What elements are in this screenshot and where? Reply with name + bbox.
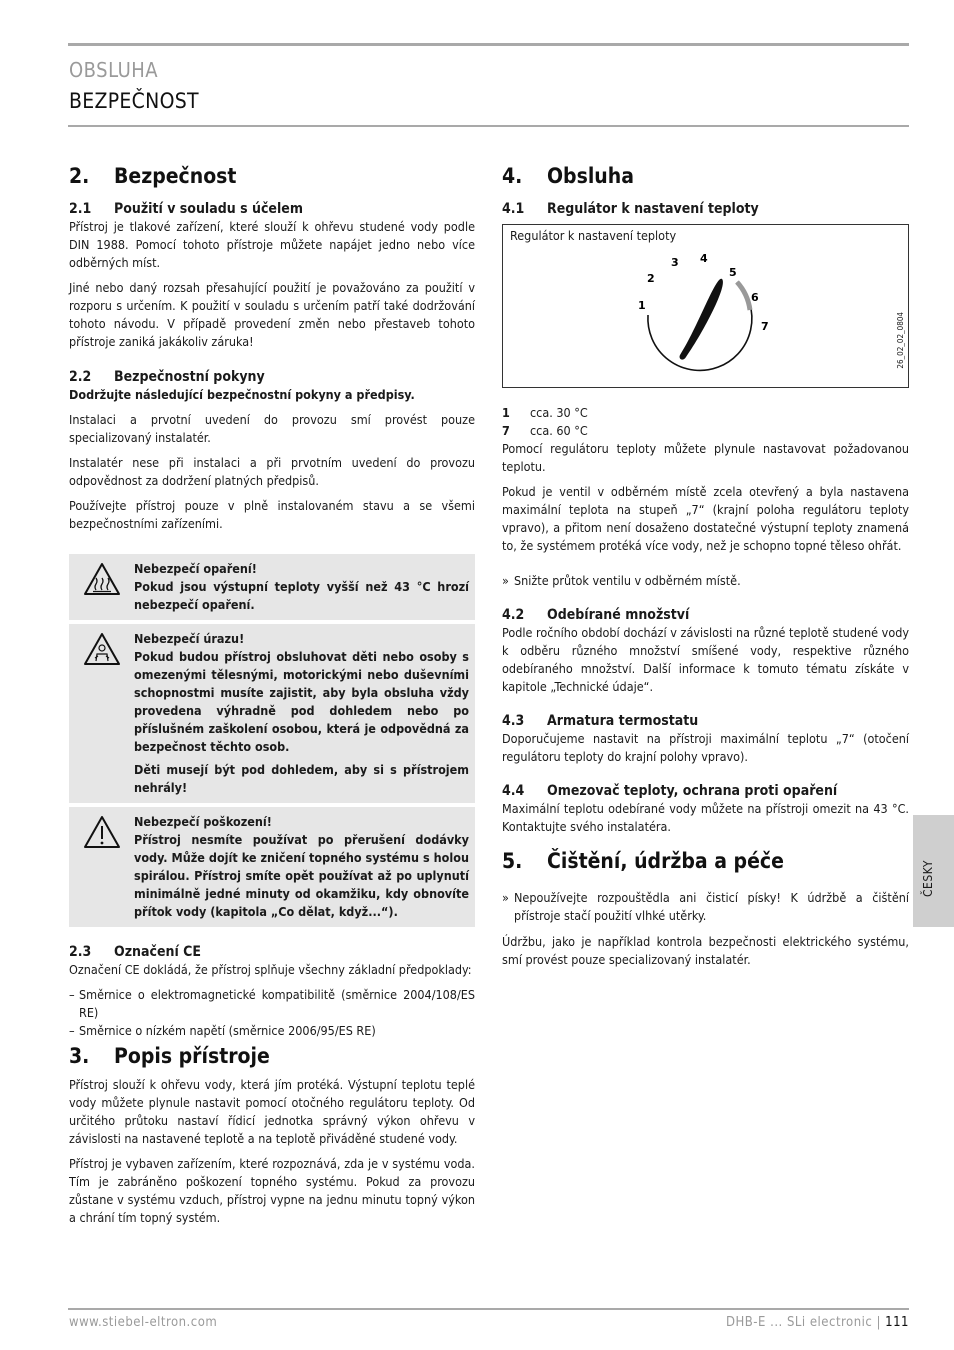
dial-label: 7 <box>761 320 769 333</box>
left-column <box>69 162 475 1234</box>
dial-label: 4 <box>700 252 708 265</box>
paragraph: Jiné nebo daný rozsah přesahující použití je považováno za použití v rozporu s určením. K použití v souladu s určením patří také dodržování tohoto návodu. V případě provedení změn nebo přestaveb tohoto přístroje zaniká jakákoliv záruka! <box>69 280 475 349</box>
instruction-item: » Snižte průtok ventilu v odběrném místě. <box>502 573 741 588</box>
dial-label: 2 <box>647 272 655 285</box>
warning-text: Přístroj nesmíte používat po přerušení dodávky vody. Může dojít ke zničení topného systému s holou spirálou. Přístroj smíte opět používat až po uplynutí minimálně jedné minuty od okamžiku, kdy obnovíte přítok vody (kapitola „Co dělat, když...“). <box>134 832 469 919</box>
paragraph: Označení CE dokládá, že přístroj splňuje všechny základní předpoklady: <box>69 962 472 977</box>
section-4-2-heading: 4.2 Odebírané množství <box>502 607 690 623</box>
warning-title: Nebezpečí úrazu! <box>134 631 245 646</box>
dial-label: 1 <box>638 299 646 312</box>
warning-damage <box>69 807 475 927</box>
footer-rule <box>68 1308 909 1310</box>
header-title: BEZPEČNOST <box>69 89 199 113</box>
section-4-1-heading: 4.1 Regulátor k nastavení teploty <box>502 201 759 217</box>
directive-list <box>69 986 475 1040</box>
dial-label: 3 <box>671 256 679 269</box>
header-section: OBSLUHA <box>69 58 159 82</box>
figure-code: 26_02_02_0804 <box>896 312 905 369</box>
hot-surface-warning-icon <box>83 562 121 596</box>
exclamation-warning-icon <box>83 815 121 849</box>
dial-label: 6 <box>751 291 759 304</box>
section-4-4-heading: 4.4 Omezovač teploty, ochrana proti opaření <box>502 783 838 799</box>
lead-paragraph: Dodržujte následující bezpečnostní pokyny a předpisy. <box>69 387 415 402</box>
temperature-regulator-figure <box>502 224 909 388</box>
paragraph: Přístroj je vybaven zařízením, které rozpoznává, zda je v systému voda. Tím je zabráněno poškození topného systému. Pokud za provozu zůstane v systému vzduch, přístroj vypne na jednu minutu topný výkon a chrání tím topný systém. <box>69 1156 475 1225</box>
section-3-heading: 3. Popis přístroje <box>69 1044 270 1068</box>
list-item: – Směrnice o elektromagnetické kompatibilitě (směrnice 2004/108/ES RE) <box>69 987 475 1020</box>
instruction-item: » Nepoužívejte rozpouštědla ani čisticí písky! K údržbě a čištění přístroje stačí použití vlhké utěrky. <box>502 890 909 923</box>
paragraph: Přístroj slouží k ohřevu vody, která jím protéká. Výstupní teplotu teplé vody můžete plynule nastavit pomocí otočného regulátoru teploty. Od určitého průtoku nastaví řídicí jednotka správný výkon ohřevu v závislosti na nastavené teplotě a na teplotě přiváděné studené vody. <box>69 1077 475 1146</box>
warning-injury <box>69 624 475 803</box>
paragraph: Maximální teplotu odebírané vody můžete na přístroji omezit na 43 °C. Kontaktujte svého instalatéra. <box>502 801 909 834</box>
warning-text: Pokud budou přístroj obsluhovat děti nebo osoby s omezenými tělesnými, motorickými nebo duševními schopnostmi musíte zajistit, aby byla obsluha vždy provedena výhradně pod dohledem nebo po příslušném zaškolení osobou, která je odpovědná za bezpečnost těchto osob. <box>134 649 469 754</box>
paragraph: Podle ročního období dochází v závislosti na různé teplotě studené vody k odběru různého množství smíšené vody, respektive různého odebíraného množství. Další informace k tomuto tématu získáte v kapitole „Technické údaje“. <box>502 625 909 694</box>
header-rule-top <box>68 43 909 46</box>
footer-url: www.stiebel-eltron.com <box>69 1315 218 1330</box>
paragraph: Instalatér nese při instalaci a při prvotním uvedení do provozu odpovědnost za dodržení platných předpisů. <box>69 455 475 488</box>
section-2-3-heading: 2.3 Označení CE <box>69 944 202 960</box>
section-4-3-heading: 4.3 Armatura termostatu <box>502 713 699 729</box>
paragraph: Přístroj je tlakové zařízení, které slouží k ohřevu studené vody podle DIN 1988. Pomocí tohoto přístroje můžete napájet jedno nebo více odběrných míst. <box>69 219 475 270</box>
legend-row: 7 cca. 60 °C <box>502 423 588 438</box>
list-item: – Směrnice o nízkém napětí (směrnice 2006/95/ES RE) <box>69 1023 376 1038</box>
warning-title: Nebezpečí poškození! <box>134 814 272 829</box>
warning-scald <box>69 554 475 620</box>
section-2-heading: 2. Bezpečnost <box>69 164 237 188</box>
dial-label: 5 <box>729 266 737 279</box>
page-number: 111 <box>885 1315 909 1330</box>
section-5-heading: 5. Čištění, údržba a péče <box>502 849 784 873</box>
section-2-2-heading: 2.2 Bezpečnostní pokyny <box>69 369 265 385</box>
paragraph: Údržbu, jako je například kontrola bezpečnosti elektrického systému, smí provést pouze specializovaný instalatér. <box>502 934 909 967</box>
paragraph: Instalaci a prvotní uvedení do provozu smí provést pouze specializovaný instalatér. <box>69 412 475 445</box>
figure-caption: Regulátor k nastavení teploty <box>510 228 677 243</box>
footer-product: DHB-E ... SLi electronic | 111 <box>725 1315 909 1330</box>
injury-warning-icon <box>83 632 121 666</box>
section-2-1-heading: 2.1 Použití v souladu s účelem <box>69 201 303 217</box>
right-column <box>502 162 909 976</box>
warning-text: Pokud jsou výstupní teploty vyšší než 43 °C hrozí nebezpečí opaření. <box>134 579 469 612</box>
legend-row: 1 cca. 30 °C <box>502 405 588 420</box>
warning-title: Nebezpečí opaření! <box>134 561 257 576</box>
warning-text-2: Děti musejí být pod dohledem, aby si s přístrojem nehrály! <box>134 762 469 795</box>
header-rule-bottom <box>68 125 909 127</box>
paragraph: Používejte přístroj pouze v plně instalovaném stavu a se všemi bezpečnostními zařízeními. <box>69 498 475 531</box>
language-tab: ČESKY <box>913 815 954 927</box>
paragraph: Doporučujeme nastavit na přístroji maximální teplotu „7“ (otočení regulátoru teploty do krajní polohy vpravo). <box>502 731 909 764</box>
section-4-heading: 4. Obsluha <box>502 164 634 188</box>
paragraph: Pomocí regulátoru teploty můžete plynule nastavovat požadovanou teplotu. <box>502 441 909 474</box>
temperature-dial-icon <box>628 247 778 387</box>
paragraph: Pokud je ventil v odběrném místě zcela otevřený a byla nastavena maximální teplota na stupeň „7“ (krajní poloha regulátoru teploty vpravo), a přitom není dosaženo dostatečné výstupní teploty znamená to, že systémem protéká více vody, než je schopno topné těleso ohřát. <box>502 484 909 553</box>
